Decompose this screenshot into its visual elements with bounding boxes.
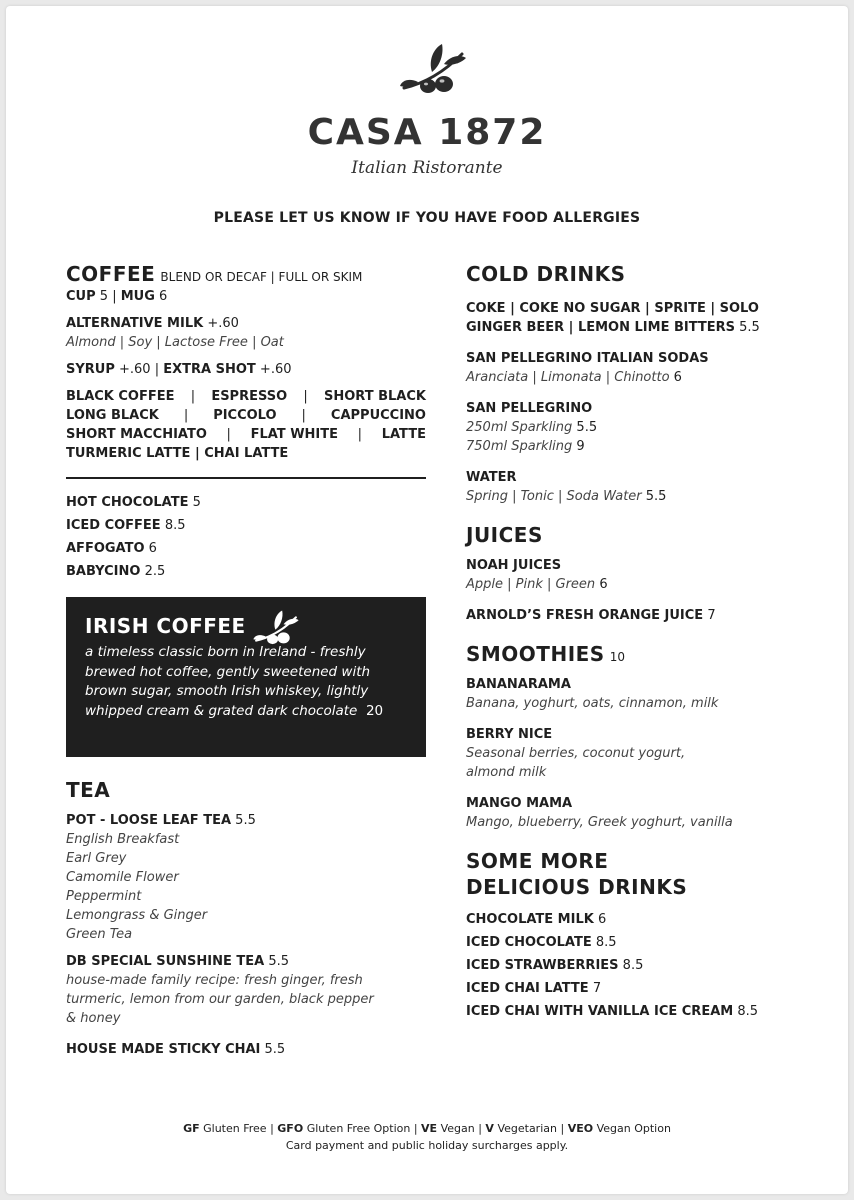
alt-milk-label: ALTERNATIVE MILK (66, 316, 204, 331)
sticky-chai-line (66, 1040, 426, 1059)
smoothie-description: Banana, yoghurt, oats, cinnamon, milk (466, 696, 719, 711)
extra-shot-label: EXTRA SHOT (163, 362, 256, 377)
coffee-style: SHORT MACCHIATO (66, 427, 207, 442)
sodas-options: Aranciata | Limonata | Chinotto (466, 370, 670, 385)
item-price: 6 (148, 541, 157, 556)
smoothie-name: MANGO MAMA (466, 796, 573, 811)
legend-text: Vegetarian (497, 1122, 557, 1135)
sp-750-line (466, 437, 796, 456)
legend-code: GF (183, 1122, 200, 1135)
dietary-legend: GF Gluten Free | GFO Gluten Free Option | VE Vegan | V Vegetarian | VEO Vegan Option (183, 1122, 671, 1135)
smoothie-description: Seasonal berries, coconut yogurt, (466, 746, 686, 761)
coffee-style: ESPRESSO (211, 389, 288, 404)
mug-price: 6 (159, 289, 168, 304)
left-column (66, 261, 426, 1059)
item-price: 6 (599, 577, 608, 592)
smoothie-name: BERRY NICE (466, 727, 553, 742)
olive-branch-icon (252, 609, 300, 649)
item-price: 5.5 (576, 420, 598, 435)
item-price: 6 (597, 912, 607, 927)
legend-code: V (485, 1122, 494, 1135)
item-name: HOT CHOCOLATE (66, 495, 189, 510)
list-item (66, 560, 426, 583)
alt-milk-price: +.60 (207, 316, 239, 331)
item-name: BABYCINO (66, 564, 141, 579)
tea-variety: Lemongrass & Ginger (66, 908, 208, 923)
tea-variety: Earl Grey (66, 851, 127, 866)
legend-code: VE (421, 1122, 438, 1135)
coffee-style: SHORT BLACK (323, 389, 426, 404)
orange-juice-line (466, 606, 796, 625)
special-tea-line (66, 952, 426, 971)
smoothie-name: BANANARAMA (466, 677, 571, 692)
more-drinks-list (466, 908, 796, 1023)
coffee-style: LATTE (381, 427, 426, 442)
coffee-styles (66, 387, 426, 463)
item-name: CHOCOLATE MILK (466, 912, 594, 927)
item-price: 5.5 (268, 954, 290, 969)
item-price: 8.5 (622, 958, 644, 973)
coffee-style: LONG BLACK (66, 408, 159, 423)
list-item (66, 491, 426, 514)
syrup-label: SYRUP (66, 362, 115, 377)
coffee-style: PICCOLO (213, 408, 277, 423)
sp-250-line (466, 418, 796, 437)
other-hot-list (66, 491, 426, 583)
item-name: AFFOGATO (66, 541, 145, 556)
list-item (466, 954, 796, 977)
brand-tagline: Italian Ristorante (351, 158, 503, 178)
smoothie-description: Mango, blueberry, Greek yoghurt, vanilla (466, 815, 733, 830)
cup-price: 5 (99, 289, 109, 304)
tea-variety: Camomile Flower (66, 870, 179, 885)
irish-coffee-price: 20 (365, 702, 384, 719)
coffee-subtitle: BLEND OR DECAF | FULL OR SKIM (160, 270, 363, 284)
more-drinks-title: DELICIOUS DRINKS (466, 875, 688, 899)
smoothies-heading (466, 641, 796, 667)
list-item (466, 908, 796, 931)
legend-text: Vegan (440, 1122, 475, 1135)
item-name: ICED STRAWBERRIES (466, 958, 619, 973)
item-name: ICED CHOCOLATE (466, 935, 592, 950)
legend-code: VEO (567, 1122, 594, 1135)
section-divider (66, 477, 426, 479)
coffee-styles-last: TURMERIC LATTE | CHAI LATTE (66, 446, 289, 461)
item-name: ICED CHAI LATTE (466, 981, 589, 996)
item-price: 5 (192, 495, 201, 510)
coffee-style: BLACK COFFEE (66, 389, 175, 404)
noah-options: Apple | Pink | Green (466, 577, 596, 592)
alt-milk-options: Almond | Soy | Lactose Free | Oat (66, 335, 284, 350)
irish-coffee-description (85, 643, 407, 721)
item-price: 8.5 (164, 518, 186, 533)
cold-drinks-title: COLD DRINKS (466, 262, 626, 286)
smoothies-price: 10 (609, 650, 626, 664)
legend-text: Gluten Free Option (306, 1122, 411, 1135)
item-name: HOUSE MADE STICKY CHAI (66, 1042, 261, 1057)
soft-drinks-line (466, 318, 796, 337)
coffee-heading (66, 261, 426, 287)
tea-variety: English Breakfast (66, 832, 180, 847)
tea-variety: Green Tea (66, 927, 133, 942)
description-line: brewed hot coffee, gently sweetened with (85, 663, 371, 680)
list-item (466, 977, 796, 1000)
alt-milk-line (66, 314, 426, 333)
coffee-styles-row: BLACK COFFEE | ESPRESSO | SHORT BLACK (66, 389, 426, 404)
soft-drinks-line: COKE | COKE NO SUGAR | SPRITE | SOLO (466, 301, 759, 316)
item-price: 8.5 (595, 935, 617, 950)
tea-variety: Peppermint (66, 889, 142, 904)
item-name: 250ml Sparkling (466, 420, 573, 435)
more-drinks-heading (466, 848, 796, 900)
item-price: 8.5 (737, 1004, 759, 1019)
list-item (66, 537, 426, 560)
water-options: Spring | Tonic | Soda Water (466, 489, 642, 504)
mug-label: MUG (120, 289, 155, 304)
list-item (66, 514, 426, 537)
sodas-options-line (466, 368, 796, 387)
item-price: 2.5 (144, 564, 166, 579)
description-line: brown sugar, smooth Irish whiskey, lightly (85, 683, 369, 700)
smoothies-title: SMOOTHIES (466, 642, 605, 666)
footer (6, 1120, 848, 1154)
tea-title: TEA (66, 778, 111, 802)
water-label: WATER (466, 470, 517, 485)
coffee-style: CAPPUCCINO (330, 408, 426, 423)
irish-coffee-title: IRISH COFFEE (85, 614, 246, 638)
legend-text: Gluten Free (203, 1122, 267, 1135)
item-price: 5.5 (645, 489, 667, 504)
description-line: turmeric, lemon from our garden, black pepper (66, 992, 374, 1007)
menu-page (6, 6, 848, 1194)
more-drinks-title: SOME MORE (466, 849, 609, 873)
description-line: a timeless classic born in Ireland - freshly (85, 644, 366, 660)
description-line: whipped cream & grated dark chocolate 20 (85, 702, 384, 719)
irish-coffee-box (66, 597, 426, 757)
item-name: ICED CHAI WITH VANILLA ICE CREAM (466, 1004, 734, 1019)
right-column (466, 261, 796, 1023)
item-price: 5.5 (235, 813, 256, 828)
legend-code: GFO (277, 1122, 304, 1135)
san-pellegrino-label: SAN PELLEGRINO (466, 401, 593, 416)
syrup-shot-line: SYRUP +.60 | EXTRA SHOT +.60 (66, 362, 292, 377)
list-item (466, 1000, 796, 1023)
juices-title: JUICES (466, 523, 543, 547)
description-line: house-made family recipe: fresh ginger, fresh (66, 973, 363, 988)
cup-label: CUP (66, 289, 96, 304)
noah-options-line (466, 575, 796, 594)
noah-juices-label: NOAH JUICES (466, 558, 562, 573)
olive-branch-icon (398, 42, 468, 100)
item-price: 9 (576, 439, 585, 454)
description-line: & honey (66, 1011, 121, 1026)
brand-name: CASA 1872 (307, 112, 547, 153)
water-options-line (466, 487, 796, 506)
pot-tea-line (66, 811, 426, 830)
legend-text: Vegan Option (596, 1122, 671, 1135)
item-name: DB SPECIAL SUNSHINE TEA (66, 954, 265, 969)
item-price: 7 (592, 981, 602, 996)
coffee-styles-row: LONG BLACK | PICCOLO | CAPPUCCINO (66, 408, 426, 423)
item-price: 7 (707, 608, 716, 623)
item-price: 5.5 (739, 320, 760, 335)
smoothie-description: almond milk (466, 765, 547, 780)
coffee-style: FLAT WHITE (250, 427, 339, 442)
item-name: ICED COFFEE (66, 518, 161, 533)
coffee-styles-row: SHORT MACCHIATO | FLAT WHITE | LATTE (66, 427, 426, 442)
item-name: 750ml Sparkling (466, 439, 573, 454)
surcharge-note: Card payment and public holiday surcharges apply. (285, 1139, 569, 1152)
coffee-title: COFFEE (66, 262, 156, 286)
item-name: POT - LOOSE LEAF TEA (66, 813, 232, 828)
item-price: 6 (673, 370, 682, 385)
item-price: 5.5 (264, 1042, 286, 1057)
item-name: ARNOLD’S FRESH ORANGE JUICE (466, 608, 704, 623)
allergy-notice: PLEASE LET US KNOW IF YOU HAVE FOOD ALLERGIES (213, 210, 641, 226)
sodas-label: SAN PELLEGRINO ITALIAN SODAS (466, 351, 709, 366)
item-name: GINGER BEER | LEMON LIME BITTERS (466, 320, 736, 335)
extra-shot-price: +.60 (259, 362, 292, 377)
syrup-price: +.60 (119, 362, 151, 377)
cup-mug-line: CUP 5 | MUG 6 (66, 289, 168, 304)
list-item (466, 931, 796, 954)
